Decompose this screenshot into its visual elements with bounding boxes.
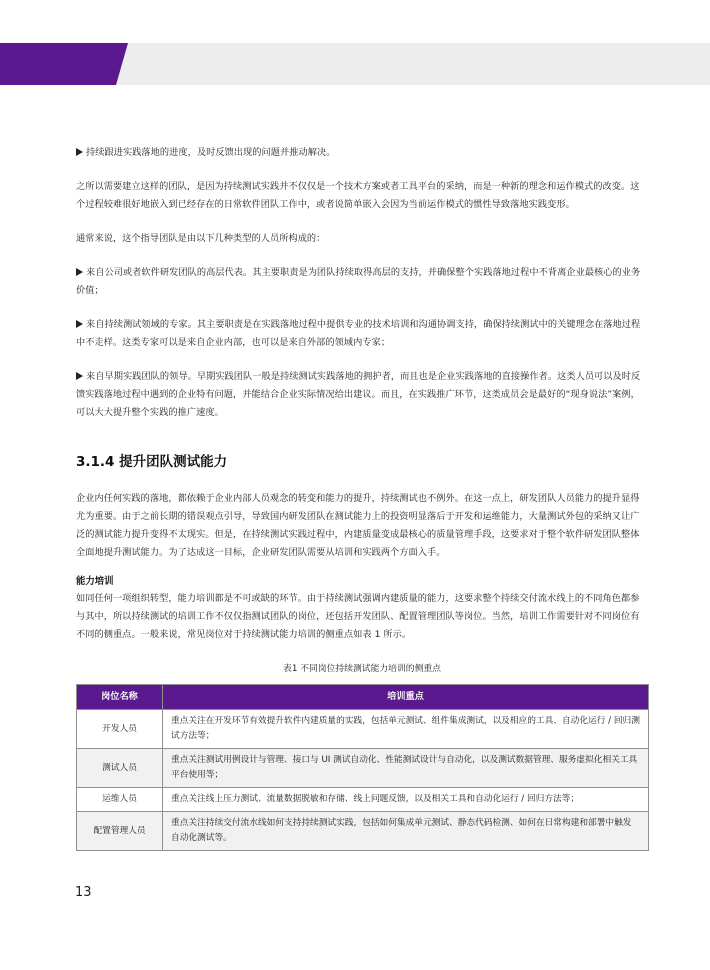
table-cell-role: 配置管理人员 [77, 812, 163, 851]
table-cell-role: 运维人员 [77, 788, 163, 812]
paragraph-text: 来自持续测试领域的专家。其主要职责是在实践落地过程中提供专业的技术培训和沟通协调支持，确保持续测试中的关键理念在落地过程中不走样。这类专家可以是来自企业内部，也可以是来自外部的领域内专家； [76, 319, 641, 348]
bullet-paragraph-1 [76, 144, 648, 162]
paragraph-text: 来自早期实践团队的领导。早期实践团队一般是持续测试实践落地的拥护者，而且也是企业实践落地的直接操作者。这类人员可以及时反馈实践落地过程中遇到的企业特有问题，并能结合企业实际情况给出建议。而且，在实践推广环节，这类成员会是最好的“现身说法”案例，可以大大提升整个实践的推广速度。 [76, 371, 641, 418]
table-header-focus: 培训重点 [163, 685, 649, 710]
header-decoration [0, 43, 710, 85]
training-table-wrapper [76, 684, 648, 851]
bullet-arrow-icon [76, 320, 83, 328]
paragraph-2: 之所以需要建立这样的团队，是因为持续测试实践并不仅仅是一个技术方案或者工具平台的采纳，而是一种新的理念和运作模式的改变。这个过程较难很好地嵌入到已经存在的日常软件团队工作中，或者说简单嵌入会因为当前运作模式的惯性导致落地实践变形。 [76, 181, 640, 210]
subheading-training: 能力培训 [76, 576, 114, 587]
main-content [76, 144, 648, 851]
table-cell-focus: 重点关注测试用例设计与管理、接口与 UI 测试自动化、性能测试设计与自动化，以及测试数据管理、服务虚拟化相关工具平台使用等； [163, 749, 649, 788]
header-accent-shape [0, 43, 128, 85]
header-band-graphic [0, 43, 710, 85]
page-number: 13 [75, 885, 92, 900]
table-cell-focus: 重点关注线上压力测试、流量数据脱敏和存储、线上问题反馈，以及相关工具和自动化运行 / 回归方法等； [163, 788, 649, 812]
table-row [77, 710, 649, 749]
paragraph-text: 来自公司或者软件研发团队的高层代表。其主要职责是为团队持续取得高层的支持，并确保整个实践落地过程中不背离企业最核心的业务价值； [76, 267, 641, 296]
training-paragraph: 如同任何一项组织转型，能力培训都是不可或缺的环节。由于持续测试强调内建质量的能力，这要求整个持续交付流水线上的不同角色都参与其中，所以持续测试的培训工作不仅仅指测试团队的岗位，还包括开发团队、配置管理团队等岗位。当然，培训工作需要针对不同岗位有不同的侧重点。一般来说，常见岗位对于持续测试能力培训的侧重点如表 1 所示。 [76, 593, 640, 640]
bullet-paragraph-4 [76, 368, 648, 422]
bullet-paragraph-3 [76, 316, 648, 352]
training-focus-table [76, 684, 649, 851]
bullet-arrow-icon [76, 372, 83, 380]
table-row [77, 812, 649, 851]
bullet-arrow-icon [76, 148, 83, 156]
table-row [77, 749, 649, 788]
section-intro: 企业内任何实践的落地，都依赖于企业内部人员观念的转变和能力的提升，持续测试也不例外。在这一点上，研发团队人员能力的提升显得尤为重要。由于之前长期的错误观点引导，导致国内研发团队在测试能力上的投资明显落后于开发和运维能力，大量测试外包的采纳又让广泛的测试能力提升变得不太现实。但是，在持续测试实践过程中，内建质量变成最核心的质量管理手段，这要求对于整个软件研发团队整体全面地提升测试能力。为了达成这一目标，企业研发团队需要从培训和实践两个方面入手。 [76, 493, 640, 558]
table-header-row [77, 685, 649, 710]
table-cell-focus: 重点关注在开发环节有效提升软件内建质量的实践，包括单元测试、组件集成测试，以及相应的工具、自动化运行 / 回归测试方法等； [163, 710, 649, 749]
table-header-role: 岗位名称 [77, 685, 163, 710]
bullet-paragraph-2 [76, 264, 648, 300]
paragraph-3: 通常来说，这个指导团队是由以下几种类型的人员所构成的： [76, 233, 326, 244]
table-cell-focus: 重点关注持续交付流水线如何支持持续测试实践，包括如何集成单元测试、静态代码检测、如何在日常构建和部署中触发自动化测试等。 [163, 812, 649, 851]
paragraph-text: 持续跟进实践落地的进度，及时反馈出现的问题并推动解决。 [86, 147, 336, 158]
table-row [77, 788, 649, 812]
bullet-arrow-icon [76, 268, 83, 276]
table-caption: 表1 不同岗位持续测试能力培训的侧重点 [283, 664, 441, 674]
table-cell-role: 测试人员 [77, 749, 163, 788]
section-title: 3.1.4 提升团队测试能力 [76, 454, 228, 470]
table-cell-role: 开发人员 [77, 710, 163, 749]
